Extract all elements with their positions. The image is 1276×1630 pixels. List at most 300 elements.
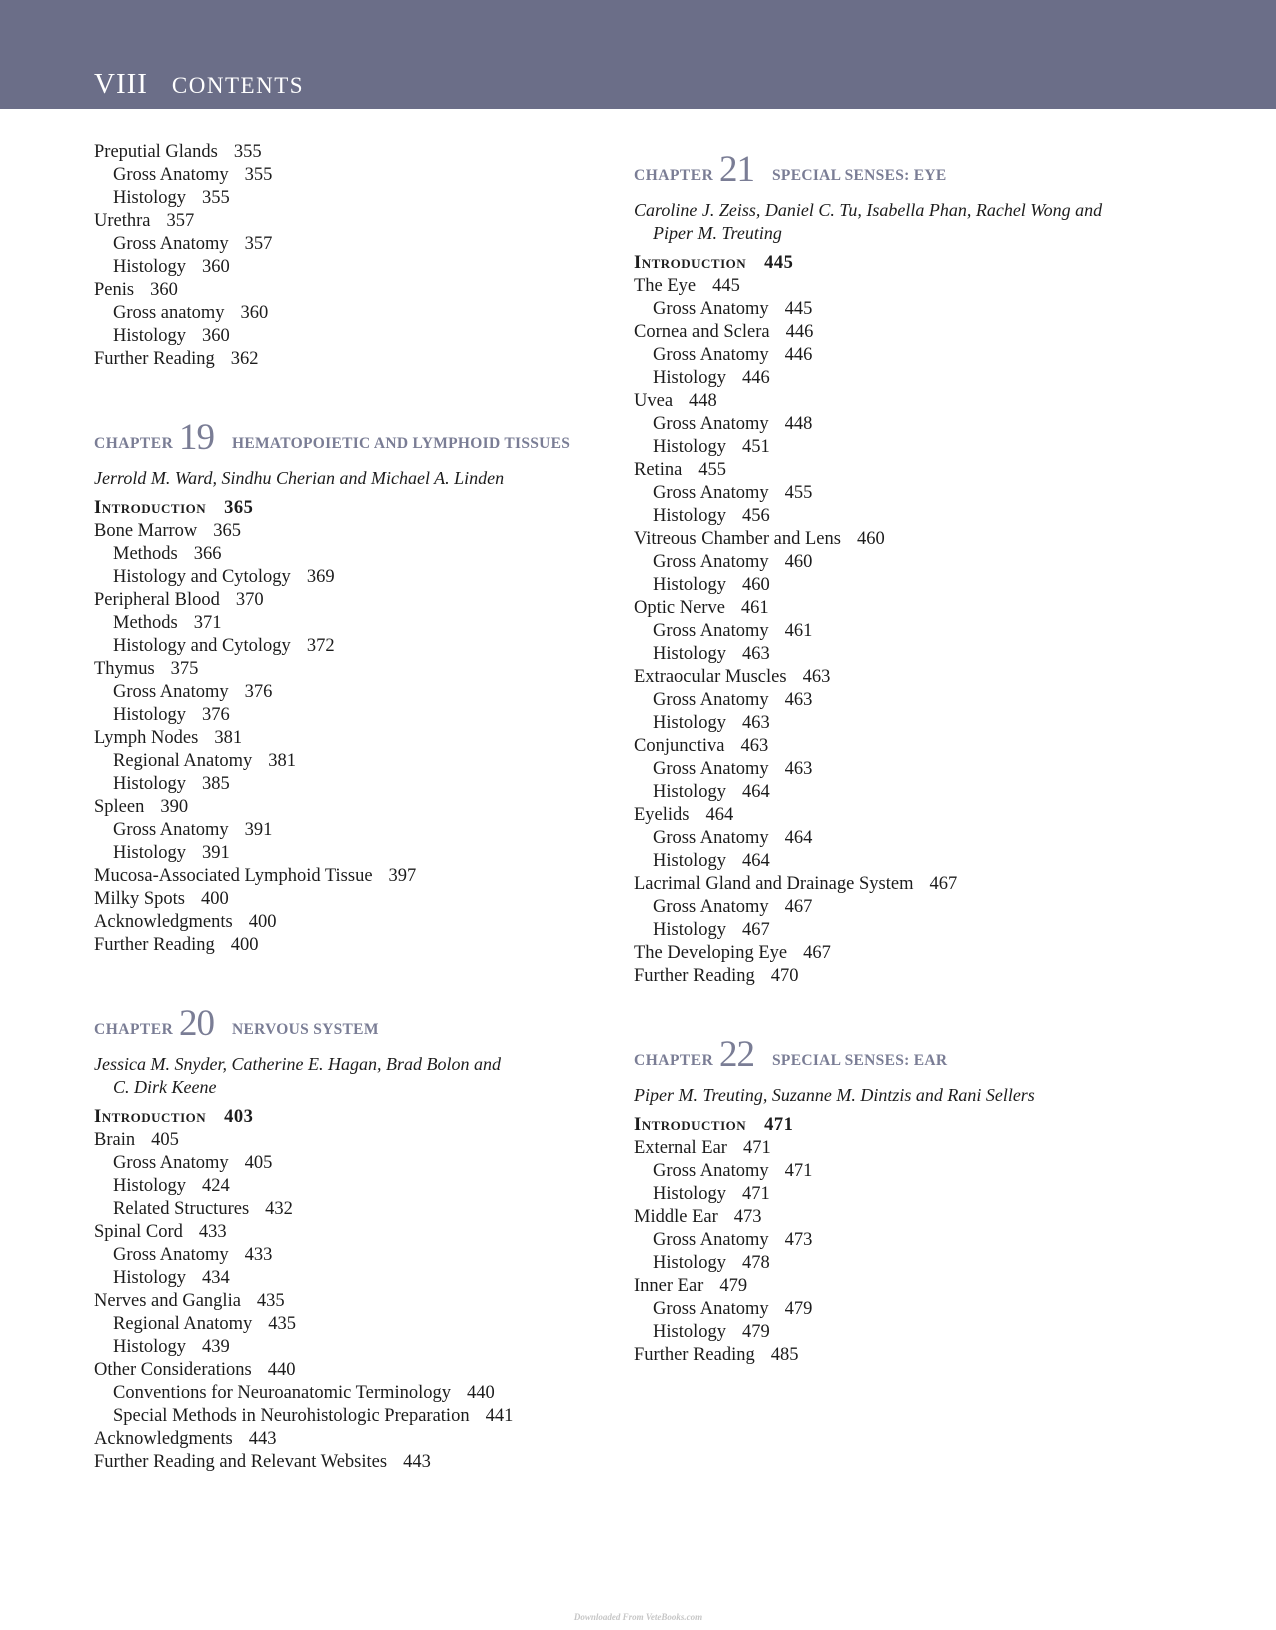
toc-subentry [94, 1198, 634, 1221]
toc-subentry [634, 367, 1174, 390]
toc-entry-title: Acknowledgments [94, 912, 233, 932]
toc-entry [94, 865, 634, 888]
toc-page-number: 478 [741, 1253, 770, 1273]
toc-page-number: 467 [741, 920, 770, 940]
chapter-word: CHAPTER [634, 167, 714, 184]
toc-page-number: 376 [244, 682, 273, 702]
toc-page-number: 391 [244, 820, 273, 840]
toc-page-number: 441 [485, 1406, 514, 1426]
toc-entry-title: Further Reading [634, 966, 755, 986]
toc-entry-title: The Eye [634, 276, 697, 296]
toc-entry-title: Histology [113, 1176, 186, 1196]
toc-entry-title: Methods [113, 613, 178, 633]
toc-page-number: 360 [201, 257, 230, 277]
left-column [94, 141, 634, 1474]
toc-entry-title: Histology [653, 368, 726, 388]
toc-page-number: 463 [784, 759, 813, 779]
toc-subentry [94, 1313, 634, 1336]
toc-entry-title: Gross Anatomy [113, 1153, 229, 1173]
toc-page-number: 463 [740, 736, 769, 756]
toc-page-number: 443 [403, 1452, 431, 1472]
toc-entry-title: Introduction [634, 1115, 747, 1135]
toc-page-number: 371 [193, 613, 222, 633]
toc-entry-title: Histology [653, 920, 726, 940]
toc-entry [634, 942, 1174, 965]
toc-page-number: 460 [856, 529, 885, 549]
toc-entry-title: Further Reading and Relevant Websites [94, 1452, 388, 1472]
chapter-title: NERVOUS SYSTEM [232, 1021, 379, 1038]
toc-introduction [634, 252, 1174, 275]
toc-page-number: 435 [256, 1291, 285, 1311]
toc-page-number: 400 [230, 935, 259, 955]
toc-page-number: 464 [784, 828, 813, 848]
toc-subentry [634, 551, 1174, 574]
toc-entry-title: Conventions for Neuroanatomic Terminology [113, 1383, 451, 1403]
toc-page-number: 464 [705, 805, 734, 825]
toc-subentry [634, 1321, 1174, 1344]
toc-entry [94, 658, 634, 681]
toc-entry-title: Histology [113, 843, 186, 863]
toc-entry [94, 1129, 634, 1152]
toc-page-number: 360 [150, 280, 178, 300]
toc-page-number: 435 [268, 1314, 296, 1334]
toc-entry [94, 727, 634, 750]
toc-page-number: 471 [764, 1115, 794, 1135]
toc-page-number: 451 [741, 437, 770, 457]
toc-page-number: 360 [240, 303, 269, 323]
chapter-heading [94, 995, 634, 1047]
toc-page-number: 445 [712, 276, 740, 296]
toc-entry [634, 321, 1174, 344]
toc-subentry [94, 302, 634, 325]
toc-entry [94, 888, 634, 911]
toc-entry-title: External Ear [634, 1138, 727, 1158]
toc-page-number: 403 [224, 1107, 254, 1127]
toc-entry-title: Histology [113, 257, 186, 277]
toc-entry [634, 804, 1174, 827]
toc-subentry [94, 1405, 634, 1428]
toc-subentry [94, 635, 634, 658]
toc-entry-title: Histology [653, 713, 726, 733]
toc-entry [94, 279, 634, 302]
chapter-title: HEMATOPOIETIC AND LYMPHOID TISSUES [232, 435, 571, 452]
toc-page-number: 448 [784, 414, 813, 434]
toc-entry-title: Histology and Cytology [113, 567, 291, 587]
toc-page-number: 376 [201, 705, 230, 725]
author-line: Jerrold M. Ward, Sindhu Cherian and Michael A. Linden [94, 468, 505, 488]
toc-entry-title: Histology [113, 705, 186, 725]
toc-entry [94, 348, 634, 371]
toc-page-number: 372 [306, 636, 335, 656]
chapter-number: 20 [179, 1003, 214, 1044]
toc-subentry [634, 620, 1174, 643]
toc-entry-title: Further Reading [94, 349, 215, 369]
toc-entry [634, 390, 1174, 413]
toc-page-number: 455 [784, 483, 813, 503]
toc-page-number: 360 [201, 326, 230, 346]
toc-subentry [634, 505, 1174, 528]
toc-subentry [634, 1298, 1174, 1321]
toc-entry [634, 1344, 1174, 1367]
toc-entry-title: Conjunctiva [634, 736, 725, 756]
toc-entry-title: Peripheral Blood [94, 590, 220, 610]
toc-entry-title: Methods [113, 544, 178, 564]
toc-entry-title: Histology [653, 575, 726, 595]
toc-subentry [94, 842, 634, 865]
chapter-title: SPECIAL SENSES: EAR [772, 1052, 948, 1069]
toc-entry-title: Gross Anatomy [653, 897, 769, 917]
toc-entry-title: Related Structures [113, 1199, 250, 1219]
running-head [94, 68, 304, 101]
toc-entry-title: Extraocular Muscles [634, 667, 787, 687]
toc-page-number: 369 [306, 567, 335, 587]
toc-entry [94, 1451, 634, 1474]
toc-entry-title: Penis [94, 280, 135, 300]
chapter-number: 21 [719, 149, 754, 190]
toc-page-number: 385 [201, 774, 230, 794]
toc-introduction [94, 1106, 634, 1129]
toc-subentry [94, 1382, 634, 1405]
toc-page-number: 461 [740, 598, 769, 618]
toc-entry-title: Introduction [634, 253, 747, 273]
chapter-number: 22 [719, 1034, 754, 1075]
toc-entry [94, 1221, 634, 1244]
toc-page-number: 362 [230, 349, 259, 369]
toc-entry-title: Histology [113, 326, 186, 346]
toc-subentry [634, 689, 1174, 712]
toc-subentry [94, 1175, 634, 1198]
toc-entry-title: Histology [653, 1253, 726, 1273]
toc-entry-title: Middle Ear [634, 1207, 718, 1227]
toc-entry-title: Gross Anatomy [653, 552, 769, 572]
toc-entry-title: Retina [634, 460, 683, 480]
toc-entry-title: Thymus [94, 659, 155, 679]
toc-subentry [94, 566, 634, 589]
chapter-title: SPECIAL SENSES: EYE [772, 167, 947, 184]
toc-introduction [634, 1114, 1174, 1137]
toc-entry-title: Histology [653, 851, 726, 871]
toc-page-number: 355 [201, 188, 230, 208]
toc-page-number: 440 [466, 1383, 495, 1403]
toc-page-number: 446 [785, 322, 814, 342]
author-line: Piper M. Treuting, Suzanne M. Dintzis and Rani Sellers [634, 1085, 1035, 1105]
toc-page-number: 463 [784, 690, 813, 710]
chapter-heading [634, 1026, 1174, 1078]
toc-entry [634, 597, 1174, 620]
toc-entry [634, 965, 1174, 988]
toc-entry-title: Histology [653, 1322, 726, 1342]
toc-entry-title: Histology [113, 188, 186, 208]
toc-entry-title: Spleen [94, 797, 145, 817]
chapter-number: 19 [179, 417, 214, 458]
toc-subentry [634, 919, 1174, 942]
toc-page-number: 446 [784, 345, 813, 365]
toc-subentry [94, 1152, 634, 1175]
toc-entry-title: Gross Anatomy [653, 483, 769, 503]
watermark: Downloaded From VeteBooks.com [573, 1612, 703, 1622]
toc-entry-title: Other Considerations [94, 1360, 252, 1380]
toc-subentry [634, 482, 1174, 505]
author-line: Jessica M. Snyder, Catherine E. Hagan, Brad Bolon and [94, 1054, 501, 1074]
toc-page-number: 471 [784, 1161, 813, 1181]
toc-entry-title: Histology [113, 1337, 186, 1357]
toc-page-number: 460 [784, 552, 813, 572]
toc-subentry [94, 612, 634, 635]
toc-page-number: 445 [764, 253, 794, 273]
toc-entry-title: Gross Anatomy [653, 1161, 769, 1181]
author-line: C. Dirk Keene [113, 1077, 217, 1097]
toc-entry [634, 275, 1174, 298]
toc-entry-title: Preputial Glands [94, 142, 218, 162]
toc-page-number: 433 [244, 1245, 273, 1265]
toc-entry-title: Spinal Cord [94, 1222, 183, 1242]
toc-subentry [94, 187, 634, 210]
toc-entry-title: Inner Ear [634, 1276, 704, 1296]
toc-entry-title: Gross Anatomy [653, 1230, 769, 1250]
toc-entry [94, 911, 634, 934]
toc-page-number: 463 [802, 667, 831, 687]
toc-entry [634, 1275, 1174, 1298]
toc-page-number: 445 [784, 299, 813, 319]
toc-entry-title: Gross Anatomy [653, 759, 769, 779]
toc-entry-title: Gross Anatomy [113, 234, 229, 254]
toc-page-number: 365 [213, 521, 242, 541]
toc-entry-title: Histology [653, 1184, 726, 1204]
toc-subentry [94, 233, 634, 256]
toc-page-number: 375 [170, 659, 199, 679]
toc-subentry [634, 298, 1174, 321]
toc-page-number: 357 [166, 211, 195, 231]
toc-entry-title: Mucosa-Associated Lymphoid Tissue [94, 866, 373, 886]
toc-subentry [634, 827, 1174, 850]
toc-entry [94, 1359, 634, 1382]
toc-subentry [634, 1183, 1174, 1206]
chapter-authors [94, 1053, 634, 1099]
toc-subentry [634, 413, 1174, 436]
toc-entry-title: Cornea and Sclera [634, 322, 770, 342]
toc-page-number: 479 [784, 1299, 813, 1319]
header-band [0, 0, 1276, 109]
toc-page-number: 455 [698, 460, 727, 480]
toc-page-number: 355 [244, 165, 273, 185]
toc-subentry [634, 850, 1174, 873]
toc-subentry [634, 1252, 1174, 1275]
toc-entry [634, 1137, 1174, 1160]
toc-subentry [94, 773, 634, 796]
toc-entry [634, 528, 1174, 551]
author-line: Caroline J. Zeiss, Daniel C. Tu, Isabella Phan, Rachel Wong and [634, 200, 1103, 220]
chapter-authors [94, 467, 634, 490]
toc-subentry [94, 819, 634, 842]
toc-subentry [94, 1267, 634, 1290]
toc-subentry [634, 781, 1174, 804]
chapter-21-section [634, 141, 1174, 988]
toc-subentry [634, 1160, 1174, 1183]
author-line: Piper M. Treuting [653, 223, 782, 243]
toc-entry-title: Gross Anatomy [653, 1299, 769, 1319]
toc-entry-title: Vitreous Chamber and Lens [634, 529, 841, 549]
chapter-22-section [634, 1026, 1174, 1367]
toc-entry-title: Introduction [94, 498, 207, 518]
toc-subentry [634, 1229, 1174, 1252]
toc-entry-title: Uvea [634, 391, 674, 411]
toc-page-number: 400 [248, 912, 277, 932]
toc-entry [94, 210, 634, 233]
toc-entry-title: Histology [653, 782, 726, 802]
toc-entry-title: Histology [653, 644, 726, 664]
toc-entry-title: Bone Marrow [94, 521, 198, 541]
toc-subentry [634, 758, 1174, 781]
toc-page-number: 446 [741, 368, 770, 388]
toc-page-number: 390 [160, 797, 189, 817]
toc-entry-title: The Developing Eye [634, 943, 788, 963]
toc-page-number: 471 [742, 1138, 771, 1158]
toc-page-number: 456 [741, 506, 770, 526]
toc-page-number: 467 [929, 874, 958, 894]
toc-page-number: 424 [201, 1176, 230, 1196]
chapter-word: CHAPTER [94, 1021, 174, 1038]
toc-page-number: 460 [741, 575, 770, 595]
toc-page-number: 440 [267, 1360, 296, 1380]
toc-page-number: 467 [803, 943, 831, 963]
toc-subentry [634, 344, 1174, 367]
toc-entry [94, 520, 634, 543]
toc-page-number: 470 [770, 966, 799, 986]
toc-subentry [94, 543, 634, 566]
toc-page-number: 464 [741, 782, 770, 802]
toc-entry-title: Brain [94, 1130, 136, 1150]
toc-page-number: 433 [198, 1222, 227, 1242]
toc-page-number: 365 [224, 498, 254, 518]
chapter-authors [634, 199, 1174, 245]
toc-entry-title: Histology and Cytology [113, 636, 291, 656]
running-head-label: CONTENTS [171, 73, 305, 98]
toc-page-number: 434 [201, 1268, 230, 1288]
toc-subentry [94, 1336, 634, 1359]
toc-entry-title: Lacrimal Gland and Drainage System [634, 874, 914, 894]
toc-entry-title: Nerves and Ganglia [94, 1291, 241, 1311]
toc-page-number: 439 [201, 1337, 230, 1357]
toc-page-number: 391 [201, 843, 230, 863]
toc-page-number: 381 [268, 751, 296, 771]
toc-subentry [94, 704, 634, 727]
toc-entry-title: Optic Nerve [634, 598, 725, 618]
toc-entry-title: Gross Anatomy [653, 828, 769, 848]
toc-entry [634, 459, 1174, 482]
toc-subentry [634, 436, 1174, 459]
toc-page-number: 443 [248, 1429, 277, 1449]
toc-page-number: 370 [235, 590, 264, 610]
toc-page-number: 467 [784, 897, 813, 917]
toc-entry-title: Further Reading [634, 1345, 755, 1365]
toc-entry-title: Eyelids [634, 805, 690, 825]
toc-page-number: 355 [233, 142, 262, 162]
toc-entry-title: Milky Spots [94, 889, 185, 909]
toc-subentry [94, 1244, 634, 1267]
toc-page-number: 405 [151, 1130, 179, 1150]
toc-page-number: 471 [741, 1184, 770, 1204]
toc-entry [94, 796, 634, 819]
toc-entry-title: Further Reading [94, 935, 215, 955]
toc-entry-title: Gross Anatomy [113, 1245, 229, 1265]
toc-entry-title: Lymph Nodes [94, 728, 199, 748]
chapter-20-section [94, 995, 634, 1474]
toc-entry-title: Gross anatomy [113, 303, 225, 323]
chapter-authors [634, 1084, 1174, 1107]
toc-subentry [94, 164, 634, 187]
chapter-heading [94, 409, 634, 461]
toc-entry-title: Histology [113, 774, 186, 794]
toc-page-number: 479 [719, 1276, 748, 1296]
toc-entry-title: Gross Anatomy [653, 299, 769, 319]
toc-entry-title: Special Methods in Neurohistologic Preparation [113, 1406, 470, 1426]
chapter-19-section [94, 409, 634, 957]
right-column [634, 141, 1174, 1367]
toc-page-number: 400 [200, 889, 229, 909]
toc-page-number: 461 [784, 621, 813, 641]
chapter-heading [634, 141, 1174, 193]
toc-entry-title: Gross Anatomy [653, 690, 769, 710]
toc-subentry [94, 256, 634, 279]
toc-entry-title: Gross Anatomy [113, 682, 229, 702]
chapter-18-continued [94, 141, 634, 371]
toc-entry-title: Gross Anatomy [113, 165, 229, 185]
toc-entry-title: Gross Anatomy [653, 345, 769, 365]
toc-entry [634, 1206, 1174, 1229]
toc-page-number: 381 [214, 728, 243, 748]
page-number: VIII [94, 68, 148, 100]
toc-entry [634, 735, 1174, 758]
toc-entry-title: Acknowledgments [94, 1429, 233, 1449]
toc-entry [94, 589, 634, 612]
toc-subentry [94, 681, 634, 704]
toc-page-number: 405 [244, 1153, 273, 1173]
toc-page-number: 463 [741, 644, 770, 664]
toc-entry-title: Urethra [94, 211, 151, 231]
toc-page-number: 473 [733, 1207, 762, 1227]
toc-entry [634, 873, 1174, 896]
toc-page-number: 357 [244, 234, 273, 254]
toc-entry [94, 141, 634, 164]
toc-entry-title: Histology [653, 437, 726, 457]
chapter-word: CHAPTER [94, 435, 174, 452]
toc-entry-title: Gross Anatomy [113, 820, 229, 840]
toc-entry [94, 934, 634, 957]
toc-subentry [94, 750, 634, 773]
toc-page-number: 479 [741, 1322, 770, 1342]
toc-introduction [94, 497, 634, 520]
toc-entry [94, 1290, 634, 1313]
toc-subentry [634, 574, 1174, 597]
toc-page-number: 366 [193, 544, 222, 564]
toc-subentry [634, 712, 1174, 735]
toc-page-number: 448 [689, 391, 717, 411]
toc-page-number: 473 [784, 1230, 813, 1250]
toc-entry-title: Regional Anatomy [113, 751, 253, 771]
toc-entry-title: Introduction [94, 1107, 207, 1127]
toc-page-number: 463 [741, 713, 770, 733]
toc-entry-title: Histology [653, 506, 726, 526]
toc-entry-title: Histology [113, 1268, 186, 1288]
toc-page-number: 397 [388, 866, 417, 886]
chapter-word: CHAPTER [634, 1052, 714, 1069]
toc-page-number: 432 [265, 1199, 293, 1219]
toc-entry [634, 666, 1174, 689]
toc-entry-title: Gross Anatomy [653, 621, 769, 641]
toc-entry-title: Regional Anatomy [113, 1314, 253, 1334]
toc-page-number: 464 [741, 851, 770, 871]
toc-subentry [94, 325, 634, 348]
